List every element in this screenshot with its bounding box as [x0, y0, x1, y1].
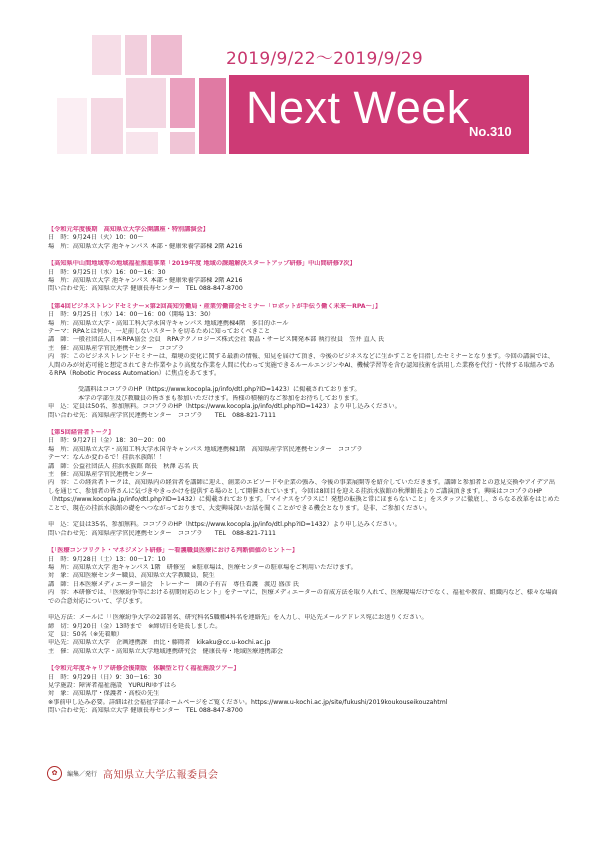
- event-section: [48, 665, 560, 715]
- issue-number: No.310: [469, 124, 512, 139]
- section-title: 【令和元年度キャリア研修会後期版 体験型と行く福祉施設ツアー】: [48, 665, 240, 673]
- decor-square: [125, 35, 147, 75]
- section-line: 問い合わせ先：高知県立大学 健康長寿センター TEL 088-847-8700: [48, 285, 243, 293]
- section-line: 定 員：50名（※先着順）: [48, 631, 123, 638]
- section-line: 受講料はココプラのHP（https://www.kocopla.jp/info/dtl.php?ID=1423）に掲載されております。: [78, 386, 361, 394]
- event-section: [48, 303, 560, 420]
- section-paragraph: 内 容：この経営者トークは、高知県内の経営者を講師に迎え、創業のエピソードや企業の強み、今後の事業展開等を紹介していただきます。講師と参加者との意見交換やアイデア出しを通じて、参加者の皆さんに気づきやきっかけを提供する場のとして開催されています。今回は8回目を迎える挂浜水族館の秋澤館長よりご講演頂きます。興味はココプラのHP（https://www.kocopla.jp/info/dtl.php?ID=1432）に掲載されております。「マイナスをプラスに！発想の転換と常にほまらないこと」をスタッフに徹底し、さらなる改革をはじめたことで、現在の挂浜水族館の礎をへつながっておりまで、大変興味深いお話を聞くことができる機会となります。是非、ご参加ください。: [48, 479, 560, 512]
- footer: [47, 763, 219, 783]
- section-line: 場 所：高知県立大学 池キャンパス 1階 研修室 ※駐車場は、医療センターの駐車場をご利用いただけます。: [48, 563, 357, 571]
- section-line: 申込方法：メールに「「医療紛争大学の2部署名、研究科名5職種4科名を連絡先」を入力し、申込先メールアドレス宛にお送りください。: [48, 614, 428, 622]
- section-line: 日 時：9月29日（日）9：30～16：30: [48, 673, 162, 681]
- event-section: [48, 547, 560, 656]
- footer-publisher-label: 編集／発行: [67, 770, 98, 778]
- section-title: 【令和元年度後期 高知県立大学公開講座・特別講演会】: [48, 226, 209, 233]
- section-paragraph: 内 容：このビジネストレンドセミナーは、環境の変化に関する最新の情報、知見を届けて頂き、今後のビジネスなどに生かすことを目指したセミナーとなります。今回の講演では、人間のみが対応可能と想定されてきた作業やより高度な作業を人間に代わって実施できるルールエンジンやAI、機械学習等を含む認知技術を活用した業務を代行・代替する取組みであるRPA（Robotic Process Automation）に焦点をあてます。: [48, 353, 555, 378]
- section-line: 本学の学部生及び教職員の皆さまも参加いただけます。皆様の積極的なご参加をお待ちしております。: [78, 394, 362, 402]
- section-line: 日 時：9月27日（金）18：30～20：00: [48, 437, 166, 445]
- section-line: 講 師：一般社団法人日本RPA協会 会員 RPAテクノロジーズ株式会社 製品・サービス開発本部 執行役員 笠井 直人 氏: [48, 336, 385, 344]
- section-line: 対 象：高知医療センター職員、高知県立大学教職員、院生: [48, 572, 215, 580]
- section-line: 問い合わせ先：高知県産学官民連携センター ココプラ TEL 088-821-7111: [48, 411, 276, 419]
- event-list: [48, 226, 560, 725]
- section-line: 日 時：9月25日（水）14：00～16：00（開場 13：30）: [48, 311, 215, 319]
- decor-square: [170, 132, 195, 154]
- section-line: 場 所：高知県立大学 池キャンパス 本部・健康栄養学部棟 2階 A216: [48, 277, 243, 285]
- section-title: 【第4回ビジネストレンドセミナー×第2回高知労働局・産業労働部会セミナー「ロボットが手伝う働く未来～RPA～」】: [48, 302, 382, 310]
- section-line: 日 時：9月24日（火）10：00～: [48, 234, 144, 242]
- section-title: 【第5回経営者トーク】: [48, 428, 115, 436]
- section-line: 対 象：高知県庁・保護者・高校の先生: [48, 690, 160, 698]
- section-line: 場 所：高知県立大学・高知工科大学永国寺キャンパス 地域連携棟1階 高知県産学官民連携センター ココプラ: [48, 445, 363, 453]
- date-range: 2019/9/22～2019/9/29: [226, 49, 424, 69]
- section-title: 【高知県中山間地域等の地域福祉推進事業「2019年度 地域の課題解決スタートアップ研修」中山間研修7次】: [48, 260, 356, 268]
- decor-square: [199, 78, 226, 154]
- decor-square: [91, 98, 123, 154]
- section-paragraph: 内 容：本研修では、「医療紛争等における初期対応のヒント」をテーマに、医療メディエーターの育成方法を取り入れて、医療現場だけでなく、福祉や教育、組織内など、様々な場面での合意対応について、学びます。: [48, 589, 558, 605]
- section-line: 申込先：高知県立大学 企画連携課 由比・藤岡者 kikaku@cc.u-kochi.ac.jp: [48, 639, 271, 647]
- section-line: 場 所：高知県立大学・高知工科大学永国寺キャンパス 地域連携棟4階 多目的ホール: [48, 319, 289, 327]
- section-line: 日 時：9月25日（水）16：00～16：30: [48, 268, 166, 276]
- footer-org-name: 高知県立大学広報委員会: [103, 769, 219, 781]
- section-line: 申 込：定員は35名、参加無料。ココプラのHP（https://www.kocopla.jp/info/dtl.php?ID=1432）より申し込みください。: [48, 521, 401, 529]
- decor-square: [126, 78, 166, 128]
- decor-square: [92, 35, 121, 75]
- section-line: 主 催：高知県産学官民連携センター: [48, 470, 153, 478]
- university-logo-icon: ✿: [47, 766, 62, 781]
- decor-square: [151, 35, 182, 75]
- decor-square: [126, 132, 158, 154]
- section-title: 【「医療コンフリクト・マネジメント研修」～看護職員医療における判断価値のヒント～】: [48, 547, 299, 555]
- section-line: 講 師：日本医療メディエーター協会 トレーナー 園の子有吉 専任看護 渡辺 盛彦 氏: [48, 580, 299, 588]
- section-line: 日 時：9月28日（土）13：00～17：10: [48, 555, 166, 563]
- header-banner: [0, 0, 595, 165]
- decor-square: [170, 78, 195, 128]
- event-section: [48, 429, 560, 538]
- page-title: Next Week: [246, 82, 470, 133]
- section-line: 主 催：高知県産学官民連携センター ココプラ: [48, 344, 184, 352]
- section-line: 申 込：定員は50名、参加無料。ココプラのHP（https://www.kocopla.jp/info/dtl.php?ID=1423）より申し込みください。: [48, 403, 401, 411]
- section-line: 問い合わせ先：高知県産学官民連携センター ココプラ TEL 088-821-7111: [48, 529, 276, 537]
- section-line: 締 切：9月20日（金）13時まで ※締切日を延長しました。: [48, 622, 222, 630]
- section-line: 主 催：高知県立大学・高知県立大学地域連携研究会 健康長寿・地域医療連携部会: [48, 647, 284, 655]
- event-section: [48, 226, 560, 251]
- section-line: テーマ：なんか変わるで！挂浜水族館！！: [48, 454, 166, 462]
- section-line: 講 師：公益社団法人 挂浜水族館 館長 秋澤 志名 氏: [48, 462, 199, 470]
- decor-square: [57, 98, 87, 154]
- section-line: テーマ：RPAとは何か、一足前しないスタートを切るために知っておくべきこと: [48, 328, 271, 336]
- section-line: ※事前申し込み必要。詳細は社会福祉学部ホームページをご覧ください。https://www.u-kochi.ac.jp/site/fukushi/2019koukouseikouzahtml: [48, 698, 448, 706]
- event-section: [48, 260, 560, 294]
- section-line: 見学施設：障害者福祉施設 YURURIゆすはら: [48, 682, 177, 690]
- section-line: 場 所：高知県立大学 池キャンパス 本部・健康栄養学部棟 2階 A216: [48, 242, 243, 250]
- section-line: 問い合わせ先：高知県立大学 健康長寿センター TEL 088-847-8700: [48, 707, 243, 715]
